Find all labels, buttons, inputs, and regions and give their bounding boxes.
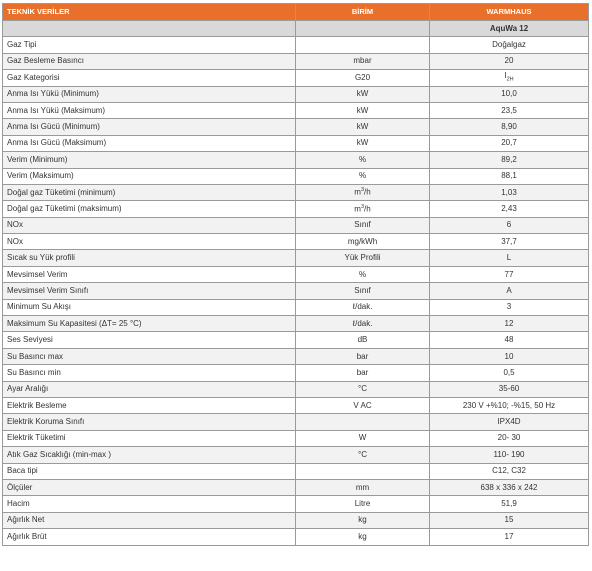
spec-unit-cell: %: [296, 152, 430, 168]
model-name-cell: [3, 21, 296, 37]
spec-unit-cell: [296, 463, 430, 479]
spec-unit-cell: Yük Profili: [296, 250, 430, 266]
spec-unit-cell: %: [296, 266, 430, 282]
spec-name-cell: Su Basıncı max: [3, 348, 296, 364]
table-row: [3, 512, 589, 528]
spec-unit-cell: kW: [296, 86, 430, 102]
spec-unit-cell: kW: [296, 119, 430, 135]
spec-value-cell: 48: [430, 332, 589, 348]
table-row: [3, 102, 589, 118]
spec-value-cell: 10,0: [430, 86, 589, 102]
spec-value-cell: 20,7: [430, 135, 589, 151]
header-technical-data: TEKNİK VERİLER: [3, 4, 296, 21]
spec-unit-cell: ℓ/dak.: [296, 299, 430, 315]
table-row: [3, 283, 589, 299]
spec-value-cell: 638 x 336 x 242: [430, 479, 589, 495]
table-row: [3, 299, 589, 315]
spec-name-cell: Sıcak su Yük profili: [3, 250, 296, 266]
spec-unit-cell: bar: [296, 365, 430, 381]
spec-value-cell: 20: [430, 53, 589, 69]
spec-name-cell: Gaz Tipi: [3, 37, 296, 53]
spec-unit-cell: kW: [296, 102, 430, 118]
table-row: [3, 430, 589, 446]
spec-unit-cell: Litre: [296, 496, 430, 512]
spec-value-cell: 230 V +%10; -%15, 50 Hz: [430, 397, 589, 413]
spec-value-cell: A: [430, 283, 589, 299]
spec-unit-cell: kg: [296, 529, 430, 545]
table-row: [3, 250, 589, 266]
table-row: [3, 135, 589, 151]
spec-value-cell: 12: [430, 316, 589, 332]
spec-unit-cell: ℓ/dak.: [296, 316, 430, 332]
spec-value-cell: 10: [430, 348, 589, 364]
spec-unit-cell: $m^3/h$: [296, 201, 430, 217]
spec-value-cell: 20- 30: [430, 430, 589, 446]
table-row: [3, 37, 589, 53]
spec-unit-cell: kg: [296, 512, 430, 528]
spec-value-cell: 37,7: [430, 234, 589, 250]
spec-value-cell: L: [430, 250, 589, 266]
spec-name-cell: Verim (Minimum): [3, 152, 296, 168]
table-row: [3, 381, 589, 397]
model-unit-cell: [296, 21, 430, 37]
spec-name-cell: Su Basıncı min: [3, 365, 296, 381]
table-row: [3, 348, 589, 364]
spec-name-cell: Anma Isı Gücü (Minimum): [3, 119, 296, 135]
table-row: [3, 86, 589, 102]
spec-name-cell: Atık Gaz Sıcaklığı (min-max ): [3, 447, 296, 463]
spec-unit-cell: [296, 37, 430, 53]
table-row: [3, 119, 589, 135]
table-row: [3, 234, 589, 250]
spec-name-cell: NOx: [3, 234, 296, 250]
spec-value-cell: 2,43: [430, 201, 589, 217]
spec-name-cell: NOx: [3, 217, 296, 233]
spec-name-cell: Elektrik Koruma Sınıfı: [3, 414, 296, 430]
spec-value-cell: 89,2: [430, 152, 589, 168]
spec-unit-cell: mbar: [296, 53, 430, 69]
spec-name-cell: Ağırlık Net: [3, 512, 296, 528]
table-row: [3, 479, 589, 495]
spec-value-cell: $I_{2H}$: [430, 70, 589, 86]
model-value-cell: AquWa 12: [430, 21, 589, 37]
technical-specs-table: [2, 3, 589, 546]
spec-name-cell: Maksimum Su Kapasitesi (ΔT= 25 °C): [3, 316, 296, 332]
spec-value-cell: 110- 190: [430, 447, 589, 463]
table-row: [3, 70, 589, 86]
table-row: [3, 152, 589, 168]
spec-value-cell: 3: [430, 299, 589, 315]
spec-name-cell: Ses Seviyesi: [3, 332, 296, 348]
spec-name-cell: Anma Isı Yükü (Maksimum): [3, 102, 296, 118]
spec-name-cell: Doğal gaz Tüketimi (minimum): [3, 184, 296, 200]
spec-name-cell: Baca tipi: [3, 463, 296, 479]
spec-name-cell: Doğal gaz Tüketimi (maksimum): [3, 201, 296, 217]
table-body: [3, 21, 589, 546]
spec-value-cell: 15: [430, 512, 589, 528]
spec-name-cell: Minimum Su Akışı: [3, 299, 296, 315]
spec-name-cell: Gaz Kategorisi: [3, 70, 296, 86]
header-brand: WARMHAUS: [430, 4, 589, 21]
spec-unit-cell: bar: [296, 348, 430, 364]
spec-value-cell: 88,1: [430, 168, 589, 184]
spec-name-cell: Anma Isı Gücü (Maksimum): [3, 135, 296, 151]
table-row: [3, 217, 589, 233]
spec-name-cell: Hacim: [3, 496, 296, 512]
table-header-row: [3, 4, 589, 21]
spec-unit-cell: Sınıf: [296, 217, 430, 233]
spec-value-cell: 6: [430, 217, 589, 233]
spec-value-cell: IPX4D: [430, 414, 589, 430]
spec-value-cell: 23,5: [430, 102, 589, 118]
table-row: [3, 201, 589, 217]
spec-value-cell: 1,03: [430, 184, 589, 200]
table-row: [3, 332, 589, 348]
table-row: [3, 184, 589, 200]
spec-unit-cell: V AC: [296, 397, 430, 413]
spec-name-cell: Ağırlık Brüt: [3, 529, 296, 545]
spec-value-cell: 77: [430, 266, 589, 282]
spec-name-cell: Mevsimsel Verim: [3, 266, 296, 282]
spec-unit-cell: W: [296, 430, 430, 446]
table-row: [3, 365, 589, 381]
spec-value-cell: C12, C32: [430, 463, 589, 479]
table-row: [3, 316, 589, 332]
spec-value-cell: 51,9: [430, 496, 589, 512]
spec-name-cell: Elektrik Tüketimi: [3, 430, 296, 446]
spec-value-cell: Doğalgaz: [430, 37, 589, 53]
table-row: [3, 414, 589, 430]
spec-unit-cell: kW: [296, 135, 430, 151]
spec-value-cell: 0,5: [430, 365, 589, 381]
spec-unit-cell: dB: [296, 332, 430, 348]
spec-name-cell: Ölçüler: [3, 479, 296, 495]
table-row: [3, 53, 589, 69]
spec-name-cell: Gaz Besleme Basıncı: [3, 53, 296, 69]
header-unit: BİRİM: [296, 4, 430, 21]
spec-unit-cell: mm: [296, 479, 430, 495]
spec-value-cell: 35-60: [430, 381, 589, 397]
spec-unit-cell: $m^3/h$: [296, 184, 430, 200]
spec-name-cell: Anma Isı Yükü (Minimum): [3, 86, 296, 102]
spec-unit-cell: Sınıf: [296, 283, 430, 299]
spec-unit-cell: [296, 414, 430, 430]
table-row: [3, 529, 589, 545]
table-row: [3, 447, 589, 463]
table-row: [3, 397, 589, 413]
spec-name-cell: Ayar Aralığı: [3, 381, 296, 397]
spec-unit-cell: mg/kWh: [296, 234, 430, 250]
table-row: [3, 168, 589, 184]
spec-name-cell: Elektrik Besleme: [3, 397, 296, 413]
spec-unit-cell: °C: [296, 447, 430, 463]
spec-name-cell: Mevsimsel Verim Sınıfı: [3, 283, 296, 299]
table-row: [3, 463, 589, 479]
spec-unit-cell: °C: [296, 381, 430, 397]
spec-value-cell: 8,90: [430, 119, 589, 135]
spec-value-cell: 17: [430, 529, 589, 545]
spec-unit-cell: %: [296, 168, 430, 184]
model-row: [3, 21, 589, 37]
spec-unit-cell: G20: [296, 70, 430, 86]
spec-name-cell: Verim (Maksimum): [3, 168, 296, 184]
table-row: [3, 496, 589, 512]
table-row: [3, 266, 589, 282]
